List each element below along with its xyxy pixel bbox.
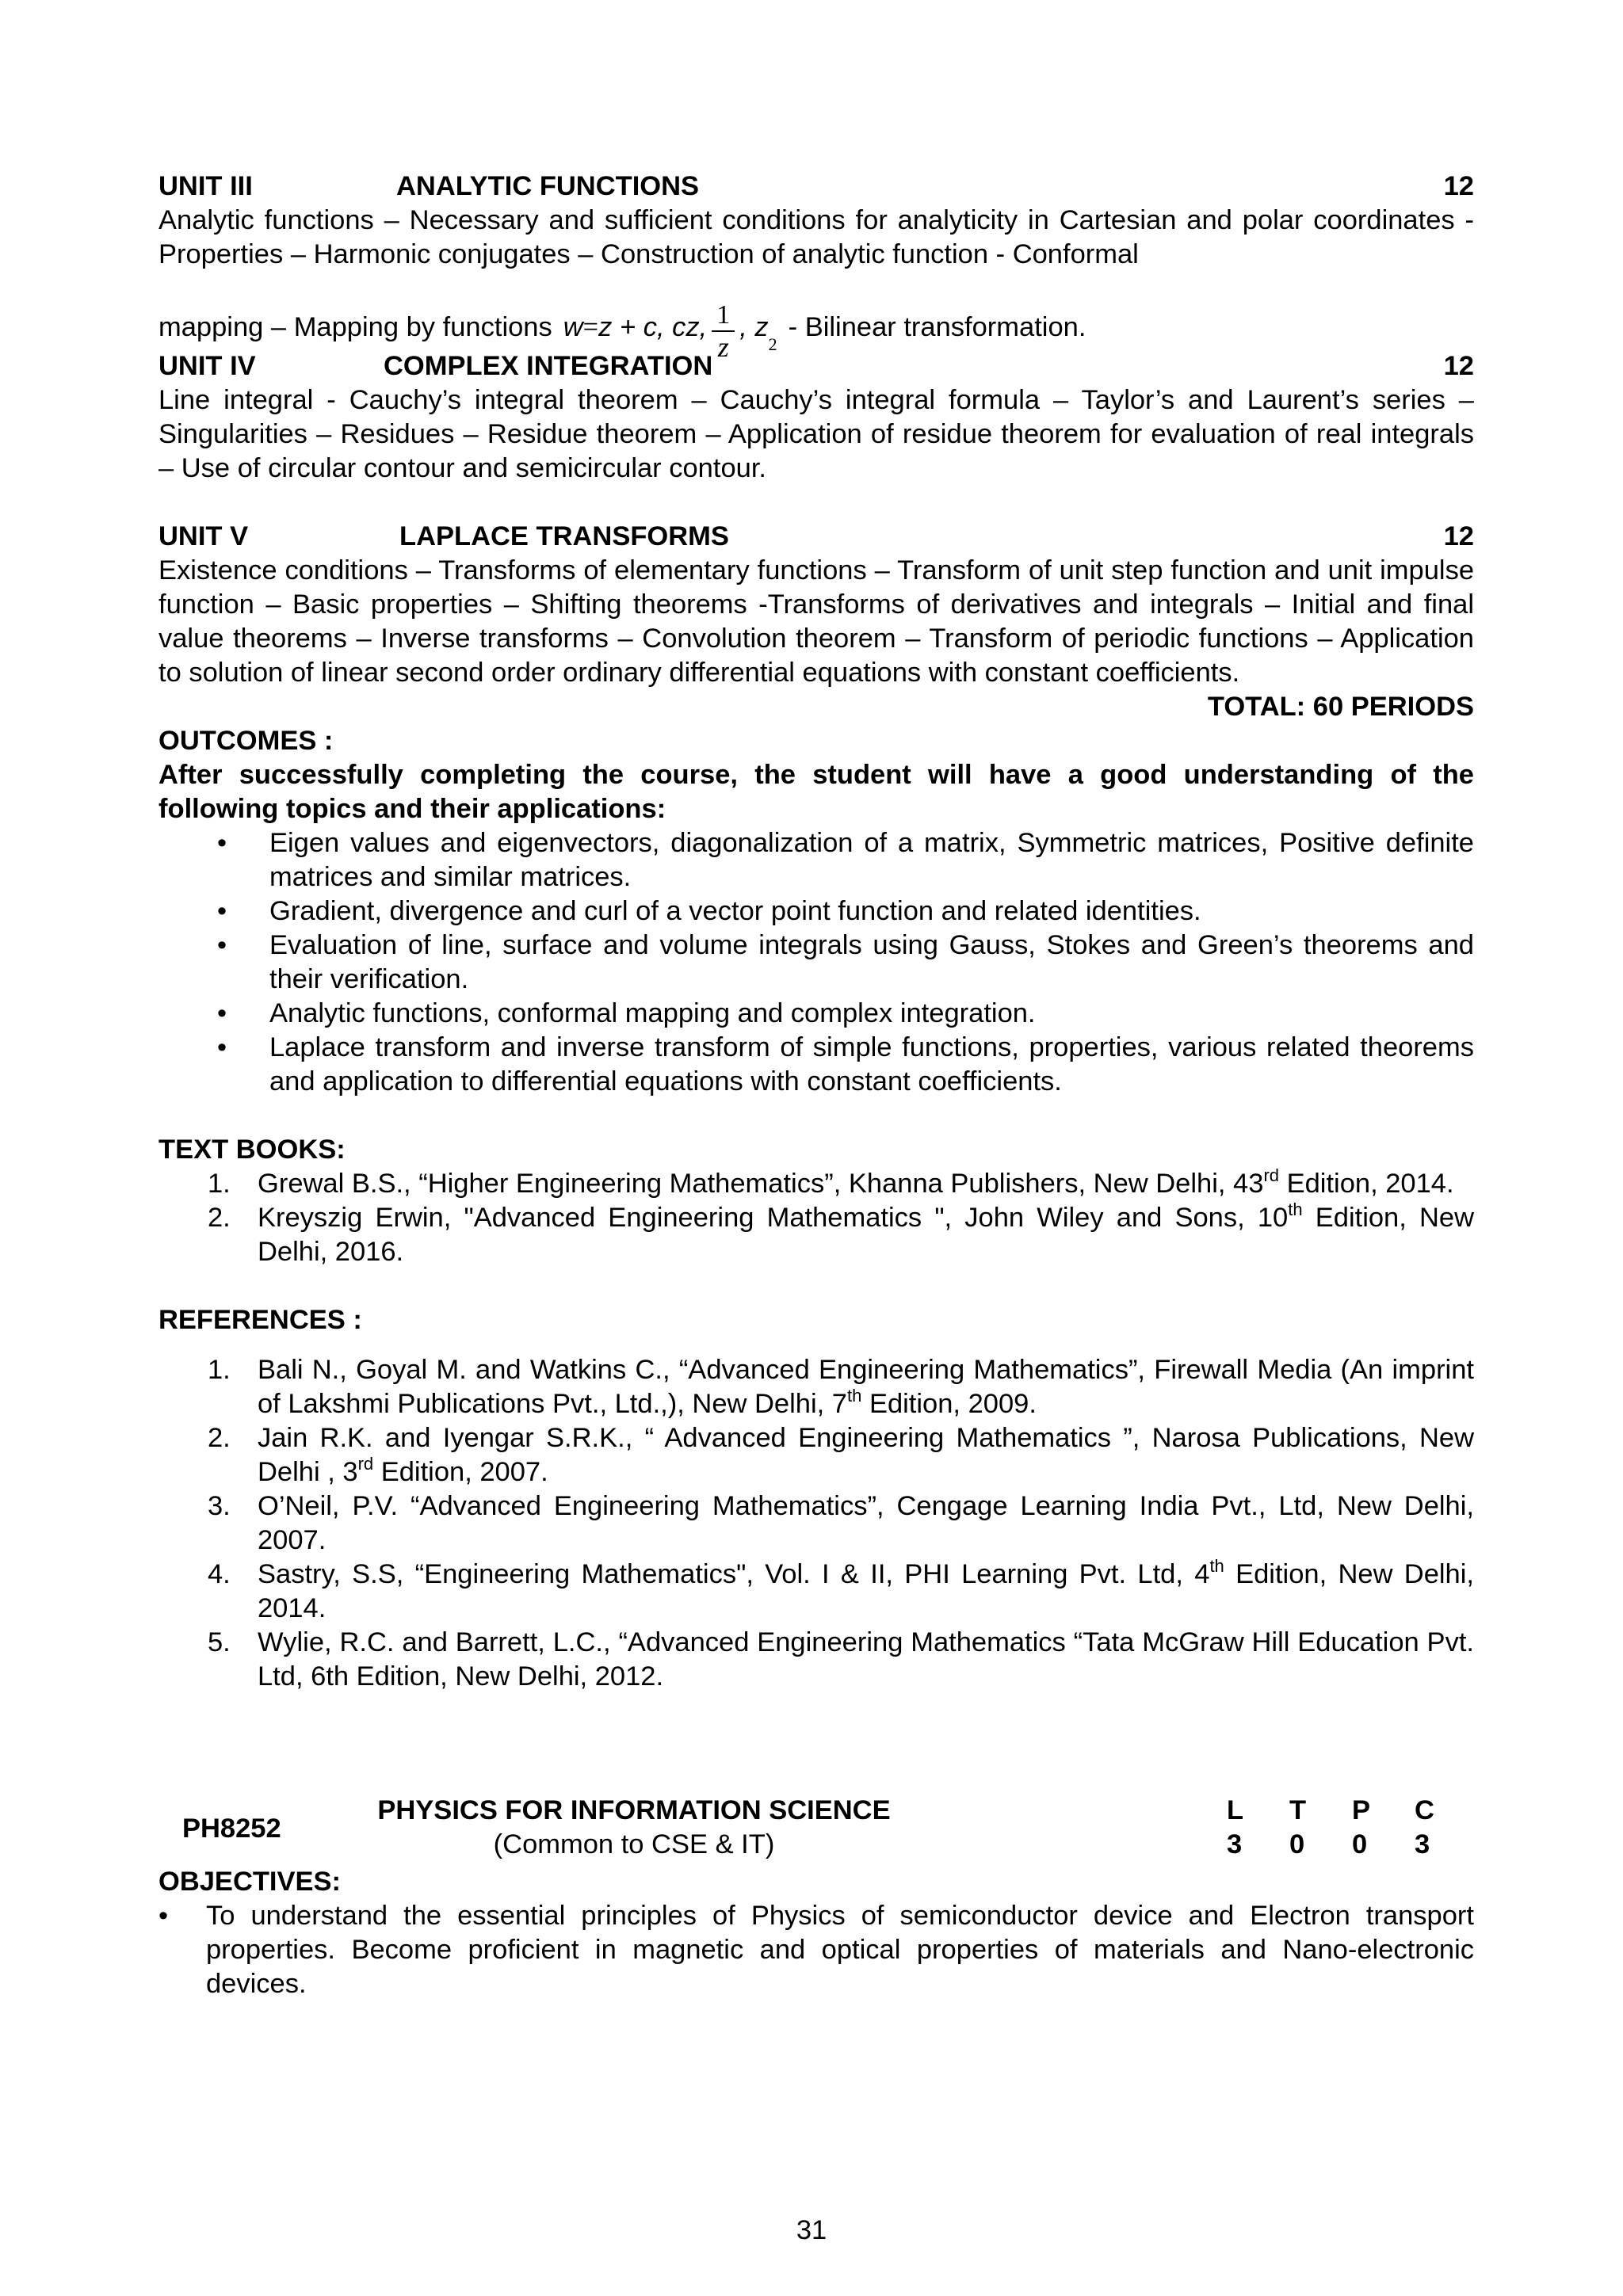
reference-item: 1. Bali N., Goyal M. and Watkins C., “Advanced Engineering Mathematics”, Firewall Media (An imprint of Lakshmi Publications Pvt., Ltd.,), New Delhi, 7th Edition, 2009. bbox=[208, 1355, 1474, 1419]
outcomes-intro: After successfully completing the course, the student will have a good understanding of the following topics and their applications: bbox=[158, 760, 1474, 824]
outcome-item: • Eigen values and eigenvectors, diagonalization of a matrix, Symmetric matrices, Positive definite matrices and similar matrices. bbox=[217, 828, 1474, 892]
unit-3-label: UNIT III bbox=[158, 171, 253, 201]
ltpc-value: 3 bbox=[1227, 1829, 1243, 1859]
outcomes-list bbox=[158, 826, 1474, 1099]
textbooks-heading: TEXT BOOKS: bbox=[158, 1135, 346, 1165]
outcome-item: • Laplace transform and inverse transform of simple functions, properties, various related theorems and application to differential equations with constant coefficients. bbox=[217, 1032, 1474, 1097]
textbook-item: 2. Kreyszig Erwin, "Advanced Engineering Mathematics ", John Wiley and Sons, 10th Edition, New Delhi, 2016. bbox=[208, 1199, 1474, 1267]
bullet-icon: • bbox=[158, 1901, 169, 1931]
bullet-icon: • bbox=[217, 828, 227, 858]
unit-4-label: UNIT IV bbox=[158, 351, 256, 381]
course-title-block bbox=[317, 1794, 951, 1862]
math-w: w bbox=[563, 312, 583, 342]
objectives-heading: OBJECTIVES: bbox=[158, 1867, 342, 1897]
unit-3-title: ANALYTIC FUNCTIONS bbox=[396, 171, 700, 201]
bullet-icon: • bbox=[217, 896, 227, 926]
ltpc-labels bbox=[1227, 1794, 1477, 1828]
unit-3-heading bbox=[158, 170, 1474, 204]
unit-5-label: UNIT V bbox=[158, 521, 249, 551]
unit-4-title: COMPLEX INTEGRATION bbox=[384, 351, 713, 381]
syllabus-page bbox=[158, 170, 1474, 2001]
bullet-icon: • bbox=[217, 930, 227, 960]
unit-3-math-line bbox=[158, 272, 1474, 363]
ltpc-label: L bbox=[1227, 1795, 1244, 1825]
course-subtitle: (Common to CSE & IT) bbox=[493, 1829, 775, 1859]
ltpc-label: C bbox=[1415, 1795, 1434, 1825]
unit-5-hours: 12 bbox=[1443, 521, 1474, 551]
outcome-item: • Evaluation of line, surface and volume integrals using Gauss, Stokes and Green’s theorems and their verification. bbox=[217, 930, 1474, 994]
ltpc-value: 3 bbox=[1415, 1829, 1430, 1859]
math-z2: , z bbox=[739, 312, 769, 342]
course-code: PH8252 bbox=[182, 1814, 281, 1844]
course-header bbox=[158, 1794, 1474, 1865]
ltpc-value: 0 bbox=[1289, 1829, 1305, 1859]
mapping-formula: w = z + c, cz, $\frac{1}{z}$ , z 2 bbox=[563, 300, 777, 363]
unit-4-hours: 12 bbox=[1443, 351, 1474, 381]
math-prefix: mapping – Mapping by functions bbox=[158, 312, 552, 342]
references-heading: REFERENCES : bbox=[158, 1305, 362, 1335]
objective-item: • To understand the essential principles of Physics of semiconductor device and Electron transport properties. Become proficient in magnetic and optical properties of materials and Nano-electronic devices. bbox=[158, 1901, 1474, 1999]
unit-3-hours: 12 bbox=[1443, 171, 1474, 201]
course-title: PHYSICS FOR INFORMATION SCIENCE bbox=[377, 1795, 891, 1825]
references-list bbox=[158, 1353, 1474, 1694]
unit-5-title: LAPLACE TRANSFORMS bbox=[399, 521, 729, 551]
reference-item: 4. Sastry, S.S, “Engineering Mathematics", Vol. I & II, PHI Learning Pvt. Ltd, 4th Edition, New Delhi, 2014. bbox=[208, 1556, 1474, 1623]
bullet-icon: • bbox=[217, 998, 227, 1028]
ltpc-label: T bbox=[1289, 1795, 1307, 1825]
math-fraction bbox=[712, 300, 735, 362]
outcomes-heading: OUTCOMES : bbox=[158, 726, 334, 756]
textbook-item: 1. Grewal B.S., “Higher Engineering Mathematics”, Khanna Publishers, New Delhi, 43rd Edition, 2014. bbox=[208, 1165, 1454, 1199]
reference-item: 2. Jain R.K. and Iyengar S.R.K., “ Advanced Engineering Mathematics ”, Narosa Publications, New Delhi , 3rd Edition, 2007. bbox=[208, 1423, 1474, 1487]
outcome-item: • Gradient, divergence and curl of a vector point function and related identities. bbox=[158, 894, 1474, 929]
unit-3-text: Analytic functions – Necessary and sufficient conditions for analyticity in Cartesian and polar coordinates - Properties – Harmonic conjugates – Construction of analytic function - Conformal bbox=[158, 205, 1474, 269]
ltpc-value: 0 bbox=[1352, 1829, 1368, 1859]
textbooks-list bbox=[158, 1167, 1474, 1269]
ltpc-table bbox=[1227, 1794, 1477, 1862]
math-suffix: - Bilinear transformation. bbox=[788, 312, 1086, 342]
math-denominator: z bbox=[717, 331, 729, 363]
total-periods: TOTAL: 60 PERIODS bbox=[1207, 692, 1474, 722]
reference-item: 5. Wylie, R.C. and Barrett, L.C., “Advanced Engineering Mathematics “Tata McGraw Hill Education Pvt. Ltd, 6th Edition, New Delhi, 2012. bbox=[208, 1627, 1474, 1691]
bullet-icon: • bbox=[217, 1032, 227, 1062]
page-number: 31 bbox=[796, 2215, 827, 2245]
math-equals: = bbox=[582, 312, 599, 342]
ltpc-label: P bbox=[1352, 1795, 1371, 1825]
unit-5-text: Existence conditions – Transforms of elementary functions – Transform of unit step function and unit impulse function – Basic properties – Shifting theorems -Transforms of derivatives and integrals – Initial and final value theorems – Inverse transforms – Convolution theorem – Transform of periodic functions – Application to solution of linear second order ordinary differential equations with constant coefficients. bbox=[158, 555, 1474, 688]
objectives-list bbox=[155, 1899, 1474, 2001]
ltpc-values bbox=[1227, 1828, 1477, 1862]
math-numerator: 1 bbox=[712, 300, 735, 332]
outcome-item: • Analytic functions, conformal mapping and complex integration. bbox=[158, 997, 1474, 1031]
reference-item: 3. O’Neil, P.V. “Advanced Engineering Mathematics”, Cengage Learning India Pvt., Ltd, New Delhi, 2007. bbox=[208, 1491, 1474, 1555]
unit-4-heading bbox=[158, 349, 1474, 383]
unit-5-heading bbox=[158, 520, 1474, 554]
unit-4-text: Line integral - Cauchy’s integral theorem – Cauchy’s integral formula – Taylor’s and Laurent’s series – Singularities – Residues – Residue theorem – Application of residue theorem for evaluation of real integrals – Use of circular contour and semicircular contour. bbox=[158, 385, 1474, 483]
math-expr: z + c, cz, bbox=[598, 312, 708, 342]
